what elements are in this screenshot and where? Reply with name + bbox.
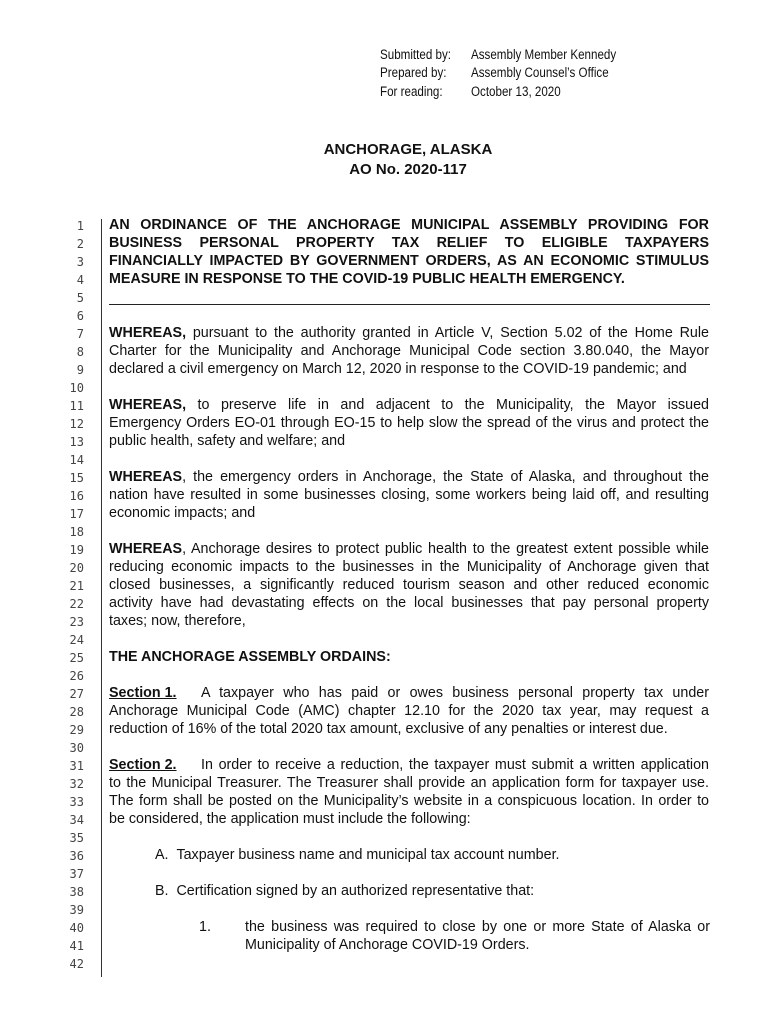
list-item-b: B. Certification signed by an authorized representative that: xyxy=(155,883,535,899)
line-number: 18 xyxy=(69,525,84,539)
title-divider xyxy=(109,304,710,305)
line-number: 42 xyxy=(69,957,84,971)
whereas-4-line: reducing economic impacts to the businesses in the Municipality of Anchorage given that xyxy=(109,559,709,575)
whereas-keyword: WHEREAS xyxy=(109,541,183,557)
whereas-4-line: activity have had devastating effects on the local businesses that pay personal property xyxy=(109,595,709,611)
line-number: 38 xyxy=(69,885,84,899)
submitted-by-label: Submitted by: xyxy=(380,47,451,62)
section-1-line xyxy=(109,684,709,702)
line-number: 2 xyxy=(76,237,84,251)
whereas-2-line: Emergency Orders EO-01 through EO-15 to help slow the spread of the virus and protect the xyxy=(109,415,709,431)
whereas-1-line: declared a civil emergency on March 12, 2020 in response to the COVID-19 pandemic; and xyxy=(109,361,687,377)
line-number: 40 xyxy=(69,921,84,935)
line-number: 14 xyxy=(69,453,84,467)
line-number: 35 xyxy=(69,831,84,845)
line-number: 7 xyxy=(76,327,84,341)
whereas-1-text: pursuant to the authority granted in Article V, Section 5.02 of the Home Rule xyxy=(186,325,709,341)
line-number: 37 xyxy=(69,867,84,881)
ordinance-title-line: MEASURE IN RESPONSE TO THE COVID-19 PUBLIC HEALTH EMERGENCY. xyxy=(109,271,625,287)
section-2-label: Section 2. xyxy=(109,757,177,773)
line-number: 12 xyxy=(69,417,84,431)
line-number: 41 xyxy=(69,939,84,953)
section-1-line: reduction of 16% of the total 2020 tax amount, exclusive of any penalties or interest due. xyxy=(109,721,668,737)
whereas-1-line xyxy=(109,324,709,342)
line-number: 11 xyxy=(69,399,84,413)
ordinance-number: AO No. 2020-117 xyxy=(349,161,467,178)
whereas-4-line xyxy=(109,540,709,558)
line-number: 13 xyxy=(69,435,84,449)
whereas-3-line: economic impacts; and xyxy=(109,505,256,521)
whereas-1-line: Charter for the Municipality and Anchorage Municipal Code section 3.80.040, the Mayor xyxy=(109,343,709,359)
line-number: 20 xyxy=(69,561,84,575)
whereas-2-line: public health, safety and welfare; and xyxy=(109,433,346,449)
line-number: 8 xyxy=(76,345,84,359)
line-number: 32 xyxy=(69,777,84,791)
line-number: 28 xyxy=(69,705,84,719)
section-2-line: The form shall be posted on the Municipality’s website in a conspicuous location. In order to xyxy=(109,793,709,809)
whereas-3-line xyxy=(109,468,709,486)
whereas-keyword: WHEREAS xyxy=(109,469,183,485)
list-item-a: A. Taxpayer business name and municipal tax account number. xyxy=(155,847,560,863)
whereas-keyword: WHEREAS, xyxy=(109,397,187,413)
line-number: 23 xyxy=(69,615,84,629)
line-number: 36 xyxy=(69,849,84,863)
line-number: 1 xyxy=(76,219,84,233)
whereas-4-text: , Anchorage desires to protect public health to the greatest extent possible while xyxy=(182,541,709,557)
section-2-line: to the Municipal Treasurer. The Treasurer shall provide an application form for taxpayer use. xyxy=(109,775,709,791)
whereas-2-line xyxy=(109,396,709,414)
ordinance-title-line: BUSINESS PERSONAL PROPERTY TAX RELIEF TO ELIGIBLE TAXPAYERS xyxy=(109,235,709,251)
line-number: 10 xyxy=(69,381,84,395)
whereas-4-line: taxes; now, therefore, xyxy=(109,613,246,629)
submitted-by-value: Assembly Member Kennedy xyxy=(471,47,617,62)
ordinance-title-line: AN ORDINANCE OF THE ANCHORAGE MUNICIPAL ASSEMBLY PROVIDING FOR xyxy=(109,217,709,233)
prepared-by-label: Prepared by: xyxy=(380,65,447,80)
section-2-line: be considered, the application must include the following: xyxy=(109,811,471,827)
line-number: 33 xyxy=(69,795,84,809)
whereas-2-text: to preserve life in and adjacent to the Municipality, the Mayor issued xyxy=(186,397,709,413)
line-number: 39 xyxy=(69,903,84,917)
line-number: 3 xyxy=(76,255,84,269)
document-title: ANCHORAGE, ALASKA xyxy=(323,141,493,158)
line-number: 31 xyxy=(69,759,84,773)
ordinance-title-line: FINANCIALLY IMPACTED BY GOVERNMENT ORDERS, AS AN ECONOMIC STIMULUS xyxy=(109,253,709,269)
sub-item-number: 1. xyxy=(199,919,211,935)
line-number: 25 xyxy=(69,651,84,665)
line-number: 21 xyxy=(69,579,84,593)
line-number: 29 xyxy=(69,723,84,737)
for-reading-label: For reading: xyxy=(380,84,443,99)
whereas-4-line: closed businesses, a significantly reduced tourism season and other reduced economic xyxy=(109,577,709,593)
whereas-3-line: nation have resulted in some businesses closing, some workers being laid off, and resulting xyxy=(109,487,709,503)
section-1-label: Section 1. xyxy=(109,685,177,701)
section-2-line xyxy=(109,756,709,774)
line-number: 5 xyxy=(76,291,84,305)
sub-item-1-line: the business was required to close by one or more State of Alaska or xyxy=(245,919,710,935)
line-number: 19 xyxy=(69,543,84,557)
whereas-3-text: , the emergency orders in Anchorage, the State of Alaska, and throughout the xyxy=(182,469,709,485)
line-number: 27 xyxy=(69,687,84,701)
line-number: 6 xyxy=(76,309,84,323)
prepared-by-value: Assembly Counsel’s Office xyxy=(471,65,609,80)
line-number: 22 xyxy=(69,597,84,611)
line-number: 30 xyxy=(69,741,84,755)
line-number-rule xyxy=(101,219,102,977)
section-2-text: In order to receive a reduction, the taxpayer must submit a written application xyxy=(201,757,709,773)
line-number: 17 xyxy=(69,507,84,521)
for-reading-value: October 13, 2020 xyxy=(471,84,561,99)
line-number: 15 xyxy=(69,471,84,485)
line-number: 34 xyxy=(69,813,84,827)
line-number: 26 xyxy=(69,669,84,683)
whereas-keyword: WHEREAS, xyxy=(109,325,187,341)
ordains-heading: THE ANCHORAGE ASSEMBLY ORDAINS: xyxy=(109,649,391,665)
sub-item-1-line: Municipality of Anchorage COVID-19 Orders. xyxy=(245,937,530,953)
line-number: 24 xyxy=(69,633,84,647)
line-number: 16 xyxy=(69,489,84,503)
line-number: 4 xyxy=(76,273,84,287)
section-1-text: A taxpayer who has paid or owes business personal property tax under xyxy=(201,685,709,701)
section-1-line: Anchorage Municipal Code (AMC) chapter 12.10 for the 2020 tax year, may request a xyxy=(109,703,709,719)
line-number: 9 xyxy=(76,363,84,377)
